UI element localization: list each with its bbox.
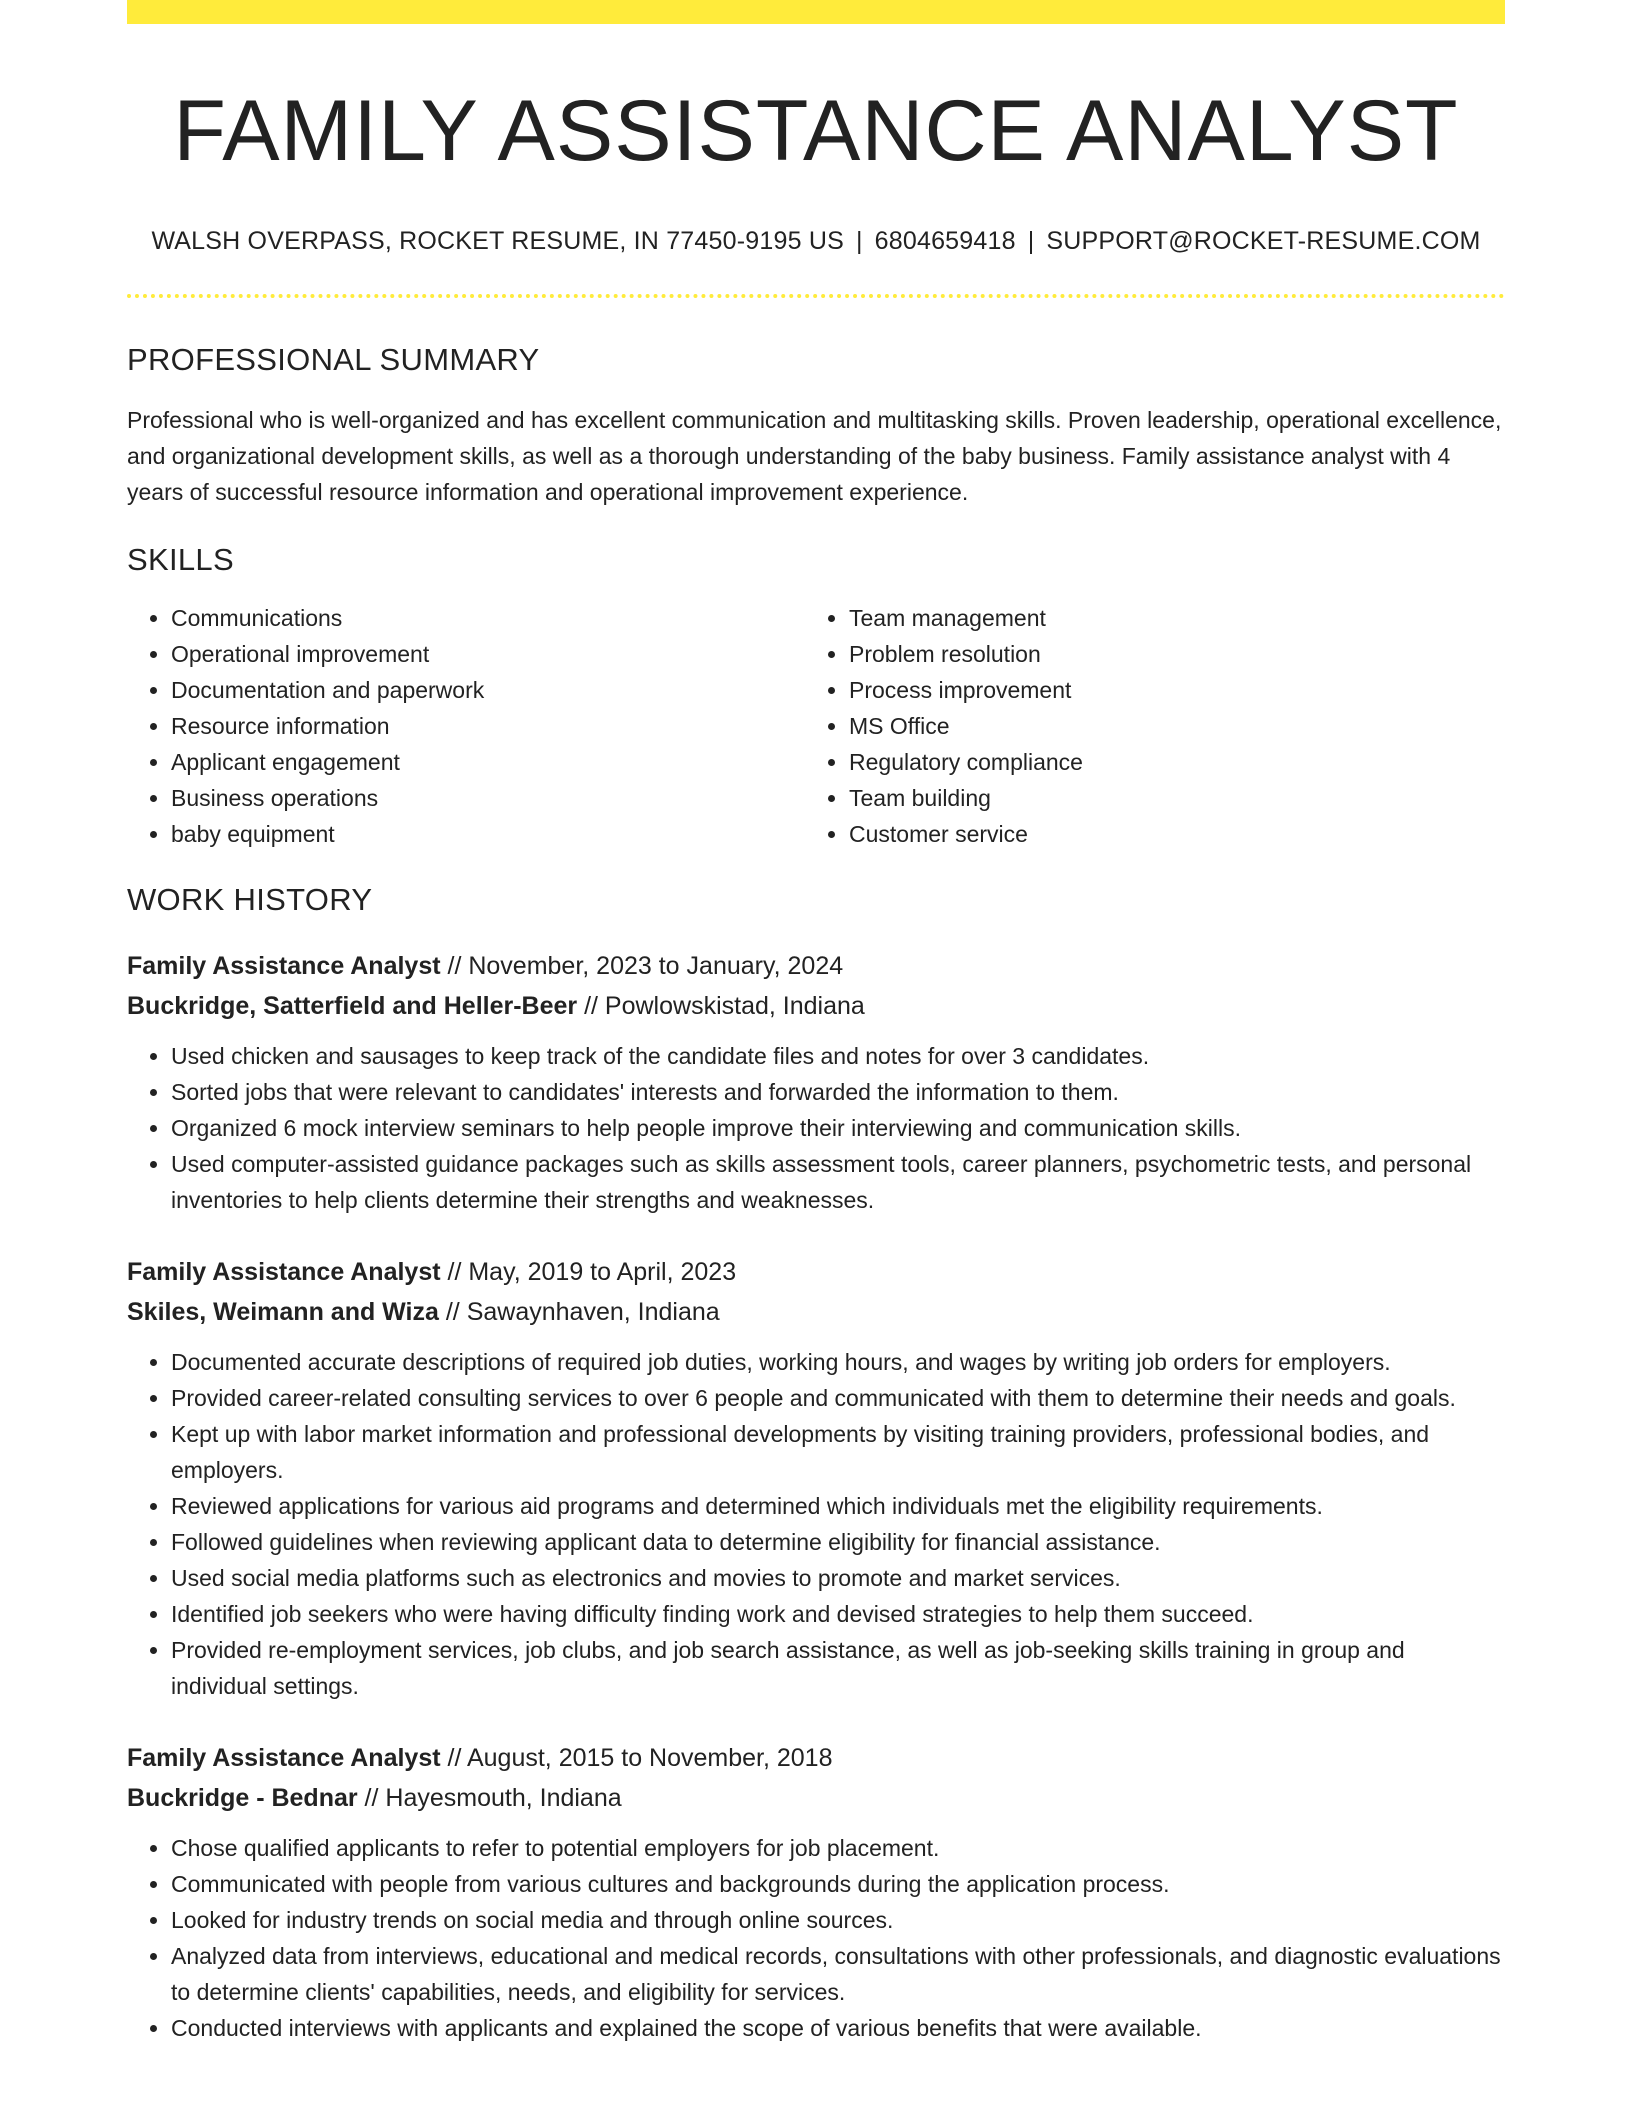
- job-bullet: • Used social media platforms such as electronics and movies to promote and market services.: [171, 1560, 1505, 1596]
- job-role-line: [127, 1738, 1505, 1778]
- job-bullet: • Organized 6 mock interview seminars to help people improve their interviewing and communication skills.: [171, 1110, 1505, 1146]
- job-bullet: • Followed guidelines when reviewing applicant data to determine eligibility for financial assistance.: [171, 1524, 1505, 1560]
- skills-heading: SKILLS: [127, 542, 234, 578]
- job-location: // Hayesmouth, Indiana: [357, 1784, 622, 1813]
- resume-page: [127, 0, 1505, 2046]
- contact-separator: |: [1027, 227, 1035, 256]
- skills-list-right: [805, 600, 1483, 852]
- job-bullet: • Reviewed applications for various aid programs and determined which individuals met the eligibility requirements.: [171, 1488, 1505, 1524]
- job-role: Family Assistance Analyst: [127, 952, 441, 981]
- accent-bar: [127, 0, 1505, 24]
- job-entry: [127, 1252, 1505, 1704]
- summary-text: Professional who is well-organized and has excellent communication and multitasking skills. Proven leadership, operational excellence, and organizational development skills, as well as a thorough understanding of the baby business. Family assistance analyst with 4 years of successful resource information and operational improvement experience.: [127, 407, 1502, 506]
- skill-item: • Customer service: [849, 816, 1483, 852]
- skill-item: • Team building: [849, 780, 1483, 816]
- job-location: // Sawaynhaven, Indiana: [438, 1298, 720, 1327]
- job-company: Skiles, Weimann and Wiza: [127, 1298, 439, 1327]
- contact-phone: 6804659418: [874, 227, 1016, 256]
- job-bullet: • Documented accurate descriptions of required job duties, working hours, and wages by writing job orders for employers.: [171, 1344, 1505, 1380]
- work-history-heading: WORK HISTORY: [127, 882, 373, 918]
- skill-item: • Resource information: [171, 708, 805, 744]
- skill-item: • Documentation and paperwork: [171, 672, 805, 708]
- skill-item: • Business operations: [171, 780, 805, 816]
- job-company-line: [127, 986, 1505, 1026]
- skill-item: • Regulatory compliance: [849, 744, 1483, 780]
- skills-list-left: [127, 600, 805, 852]
- skill-item: • Operational improvement: [171, 636, 805, 672]
- job-company-line: [127, 1778, 1505, 1818]
- job-dates: // August, 2015 to November, 2018: [440, 1744, 833, 1773]
- job-bullets: [127, 1038, 1505, 1218]
- skill-item: • Process improvement: [849, 672, 1483, 708]
- job-company: Buckridge, Satterfield and Heller-Beer: [127, 992, 578, 1021]
- job-bullet: • Sorted jobs that were relevant to candidates' interests and forwarded the information to them.: [171, 1074, 1505, 1110]
- contact-separator: |: [855, 227, 863, 256]
- resume-title: FAMILY ASSISTANCE ANALYST: [173, 83, 1459, 179]
- job-bullet: • Analyzed data from interviews, educational and medical records, consultations with other professionals, and diagnostic evaluations to determine clients' capabilities, needs, and eligibility for services.: [171, 1938, 1505, 2010]
- contact-email: SUPPORT@ROCKET-RESUME.COM: [1046, 227, 1481, 256]
- job-company-line: [127, 1292, 1505, 1332]
- job-company: Buckridge - Bednar: [127, 1784, 358, 1813]
- job-entry: [127, 1738, 1505, 2046]
- job-role-line: [127, 1252, 1505, 1292]
- job-role-line: [127, 946, 1505, 986]
- job-bullet: • Chose qualified applicants to refer to potential employers for job placement.: [171, 1830, 1505, 1866]
- job-bullet: • Communicated with people from various cultures and backgrounds during the application process.: [171, 1866, 1505, 1902]
- job-bullet: • Used computer-assisted guidance packages such as skills assessment tools, career planners, psychometric tests, and personal inventories to help clients determine their strengths and weaknesses.: [171, 1146, 1505, 1218]
- job-bullet: • Looked for industry trends on social media and through online sources.: [171, 1902, 1505, 1938]
- skill-item: • MS Office: [849, 708, 1483, 744]
- job-bullet: • Kept up with labor market information and professional developments by visiting training providers, professional bodies, and employers.: [171, 1416, 1505, 1488]
- skill-item: • Applicant engagement: [171, 744, 805, 780]
- job-bullet: • Conducted interviews with applicants and explained the scope of various benefits that were available.: [171, 2010, 1505, 2046]
- skill-item: • Team management: [849, 600, 1483, 636]
- job-bullets: [127, 1344, 1505, 1704]
- contact-address: WALSH OVERPASS, ROCKET RESUME, IN 77450-9195 US: [151, 227, 844, 256]
- contact-line: [127, 227, 1505, 256]
- job-dates: // May, 2019 to April, 2023: [440, 1258, 737, 1287]
- job-bullet: • Provided re-employment services, job clubs, and job search assistance, as well as job-seeking skills training in group and individual settings.: [171, 1632, 1505, 1704]
- job-role: Family Assistance Analyst: [127, 1744, 441, 1773]
- job-dates: // November, 2023 to January, 2024: [440, 952, 844, 981]
- job-bullet: • Used chicken and sausages to keep track of the candidate files and notes for over 3 candidates.: [171, 1038, 1505, 1074]
- skill-item: • baby equipment: [171, 816, 805, 852]
- job-bullets: [127, 1830, 1505, 2046]
- job-bullet: • Identified job seekers who were having difficulty finding work and devised strategies to help them succeed.: [171, 1596, 1505, 1632]
- skills-grid: [127, 600, 1505, 852]
- skill-item: • Communications: [171, 600, 805, 636]
- job-location: // Powlowskistad, Indiana: [577, 992, 865, 1021]
- dotted-divider: [127, 294, 1505, 298]
- job-entry: [127, 946, 1505, 1218]
- job-bullet: • Provided career-related consulting services to over 6 people and communicated with them to determine their needs and goals.: [171, 1380, 1505, 1416]
- job-role: Family Assistance Analyst: [127, 1258, 441, 1287]
- skill-item: • Problem resolution: [849, 636, 1483, 672]
- summary-heading: PROFESSIONAL SUMMARY: [127, 342, 540, 378]
